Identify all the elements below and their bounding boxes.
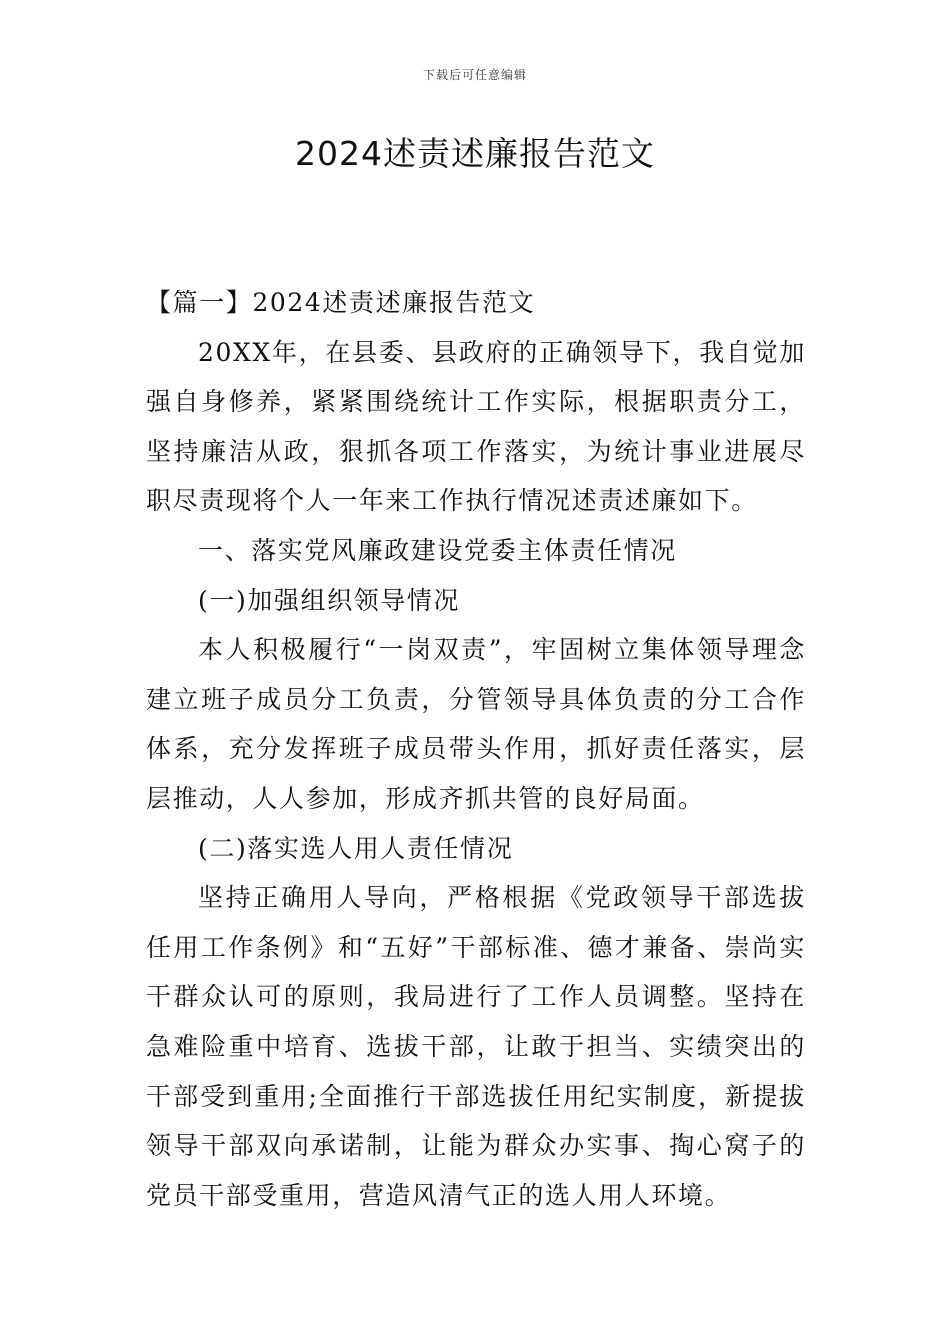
subheading-one-a: (一)加强组织领导情况	[198, 585, 461, 615]
paragraph-intro: 20XX年，在县委、县政府的正确领导下，我自觉加强自身修养，紧紧围绕统计工作实际，根据职责分工，坚持廉洁从政，狠抓各项工作落实，为统计事业进展尽职尽责现将个人一年来工作执行情况述责述廉如下。	[146, 337, 806, 516]
section-heading: 【篇一】2024述责述廉报告范文	[146, 288, 536, 317]
header-note: 下载后可任意编辑	[422, 68, 527, 82]
paragraph-selection: 坚持正确用人导向，严格根据《党政领导干部选拔任用工作条例》和“五好”干部标准、德才兼备、崇尚实干群众认可的原则，我局进行了工作人员调整。坚持在急难险重中培育、选拔干部，让敢于担当、实绩突出的干部受到重用;全面推行干部选拔任用纪实制度，新提拔领导干部双向承诺制，让能为群众办实事、掏心窝子的党员干部受重用，营造风清气正的选人用人环境。	[146, 883, 806, 1210]
subheading-one-b: (二)落实选人用人责任情况	[198, 833, 514, 863]
document-title: 2024述责述廉报告范文	[295, 134, 655, 173]
subheading-one: 一、落实党风廉政建设党委主体责任情况	[198, 535, 677, 565]
paragraph-leadership: 本人积极履行“一岗双责”，牢固树立集体领导理念建立班子成员分工负责，分管领导具体负责的分工合作体系，充分发挥班子成员带头作用，抓好责任落实，层层推动，人人参加，形成齐抓共管的良好局面。	[146, 635, 806, 813]
document-body	[146, 278, 806, 1220]
